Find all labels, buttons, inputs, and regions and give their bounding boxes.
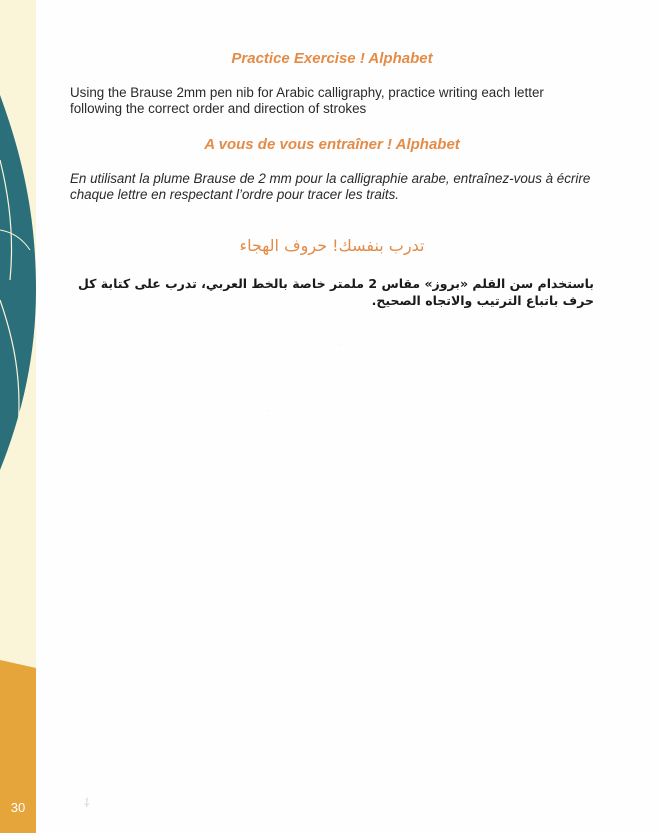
french-heading: A vous de vous entraîner ! Alphabet <box>204 136 460 153</box>
scan-speck-icon: · <box>268 408 270 414</box>
scan-speck-icon: ⸸ <box>84 796 90 810</box>
page-number: 30 <box>10 800 26 815</box>
arabic-body: باستخدام سن القلم «بروز» مقاس 2 ملمتر خاصة بالخط العربي، تدرب على كتابة كل حرف باتباع الترتيب والاتجاه الصحيح. <box>78 276 594 308</box>
english-body: Using the Brause 2mm pen nib for Arabic calligraphy, practice writing each letter following the correct order and direction of strokes <box>70 85 544 116</box>
english-heading: Practice Exercise ! Alphabet <box>231 50 433 67</box>
arabic-heading: تدرب بنفسك! حروف الهجاء <box>239 236 425 255</box>
leaf-decoration-icon <box>0 0 36 833</box>
decorative-side-strip <box>0 0 36 833</box>
scan-speck-icon: · <box>340 342 342 348</box>
french-body: En utilisant la plume Brause de 2 mm pour la calligraphie arabe, entraînez-vous à écrire chaque lettre en respectant l’ordre pour tracer les traits. <box>70 171 591 202</box>
